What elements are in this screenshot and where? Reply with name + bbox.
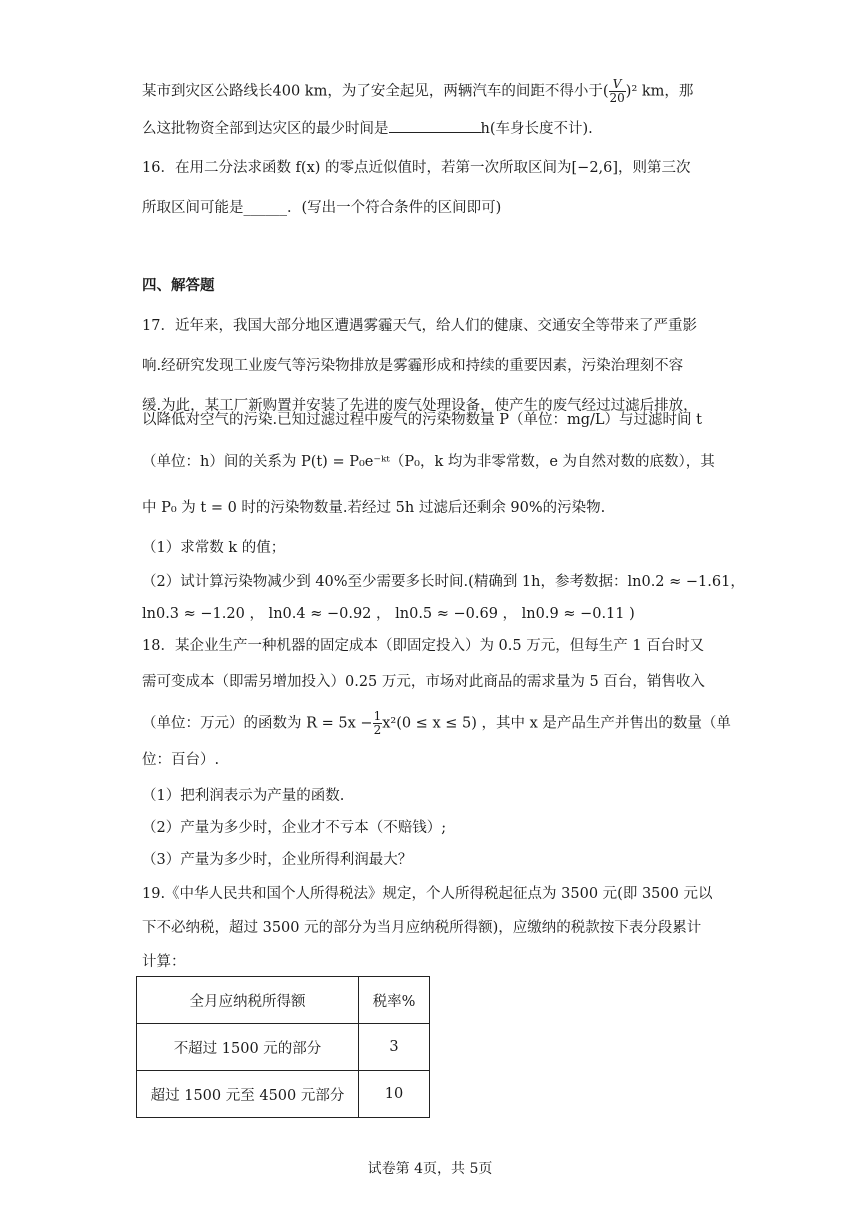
q18-part-2: （2）产量为多少时，企业才不亏本（不赔钱）; bbox=[142, 820, 447, 836]
q15-line-2: 么这批物资全部到达灾区的最少时间是 h(车身长度不计). bbox=[142, 118, 722, 139]
q15-answer-blank bbox=[389, 118, 481, 133]
q18-line-3: （单位：万元）的函数为 R = 5x − $\frac{1}{2}$ x²(0 ≤ x ≤ 5) ，其中 x 是产品生产并售出的数量（单 bbox=[142, 709, 731, 737]
q17-line-6: 中 P₀ 为 t = 0 时的污染物数量.若经过 5h 过滤后还剩余 90%的污染物. bbox=[142, 500, 606, 516]
table-cell: 10 bbox=[359, 1071, 430, 1118]
table-cell: 超过 1500 元至 4500 元部分 bbox=[137, 1071, 359, 1118]
table-header-cell: 税率% bbox=[359, 977, 430, 1024]
section-title: 四、解答题 bbox=[142, 277, 215, 294]
q18-line-4: 位：百台）. bbox=[142, 752, 220, 768]
q15-text-b: ² km，那 bbox=[631, 83, 694, 100]
q17-line-4: 以降低对空气的污染.已知过滤过程中废气的污染物数量 P（单位：mg/L）与过滤时间 t bbox=[142, 412, 702, 428]
table-row bbox=[137, 1024, 430, 1071]
q17-line-5: （单位：h）间的关系为 P(t) = P₀e⁻ᵏᵗ（P₀，k 均为非零常数，e 为自然对数的底数），其 bbox=[142, 454, 715, 470]
table-cell: 不超过 1500 元的部分 bbox=[137, 1024, 359, 1071]
q16-line-2: 所取区间可能是______．(写出一个符合条件的区间即可) bbox=[142, 200, 502, 216]
q18-line-2: 需可变成本（即需另增加投入）0.25 万元，市场对此商品的需求量为 5 百台，销售收入 bbox=[142, 674, 705, 690]
table-header-cell: 全月应纳税所得额 bbox=[137, 977, 359, 1024]
page-footer: 试卷第 4页，共 5页 bbox=[367, 1161, 493, 1177]
q18-fraction: $\frac{1}{2}$ bbox=[373, 709, 382, 737]
table-row bbox=[137, 1071, 430, 1118]
q19-line-2: 下不必纳税，超过 3500 元的部分为当月应纳税所得额)，应缴纳的税款按下表分段累计 bbox=[142, 920, 702, 936]
q17-part-1: （1）求常数 k 的值； bbox=[142, 540, 286, 556]
table-header-row bbox=[137, 977, 430, 1024]
q15-text-a: 某市到灾区公路线长400 km，为了安全起见，两辆汽车的间距不得小于 bbox=[142, 83, 603, 100]
q18-part-3: （3）产量为多少时，企业所得利润最大？ bbox=[142, 852, 413, 868]
q18-line-1: 18．某企业生产一种机器的固定成本（即固定投入）为 0.5 万元，但每生产 1 百台时又 bbox=[142, 638, 705, 654]
tax-table bbox=[136, 976, 430, 1118]
q17-line-2: 响.经研究发现工业废气等污染物排放是雾霾形成和持续的重要因素，污染治理刻不容 bbox=[142, 358, 684, 374]
q16-line-1: 16．在用二分法求函数 f(x) 的零点近似值时，若第一次所取区间为[−2,6]，则第三次 bbox=[142, 160, 691, 176]
q17-line-3: 缓.为此，某工厂新购置并安装了先进的废气处理设备，使产生的废气经过过滤后排放， bbox=[142, 398, 698, 414]
q19-line-3: 计算： bbox=[142, 954, 186, 970]
q15-fraction: $\frac{V}{20}$ bbox=[609, 77, 625, 105]
table-cell: 3 bbox=[359, 1024, 430, 1071]
q18-part-1: （1）把利润表示为产量的函数. bbox=[142, 788, 345, 804]
q17-part-2a: （2）试计算污染物减少到 40%至少需要多长时间.(精确到 1h，参考数据：ln0.2 ≈ −1.61， bbox=[142, 574, 745, 590]
q17-part-2b: ln0.3 ≈ −1.20 ， ln0.4 ≈ −0.92 ， ln0.5 ≈ −0.69 ， ln0.9 ≈ −0.11 ) bbox=[142, 606, 635, 622]
q15-line-1: 某市到灾区公路线长400 km，为了安全起见，两辆汽车的间距不得小于( $\frac{V}{20}$ )² km，那 bbox=[142, 77, 694, 105]
q17-line-1: 17．近年来，我国大部分地区遭遇雾霾天气，给人们的健康、交通安全等带来了严重影 bbox=[142, 318, 697, 334]
q19-line-1: 19.《中华人民共和国个人所得税法》规定，个人所得税起征点为 3500 元(即 3500 元以 bbox=[142, 886, 713, 902]
